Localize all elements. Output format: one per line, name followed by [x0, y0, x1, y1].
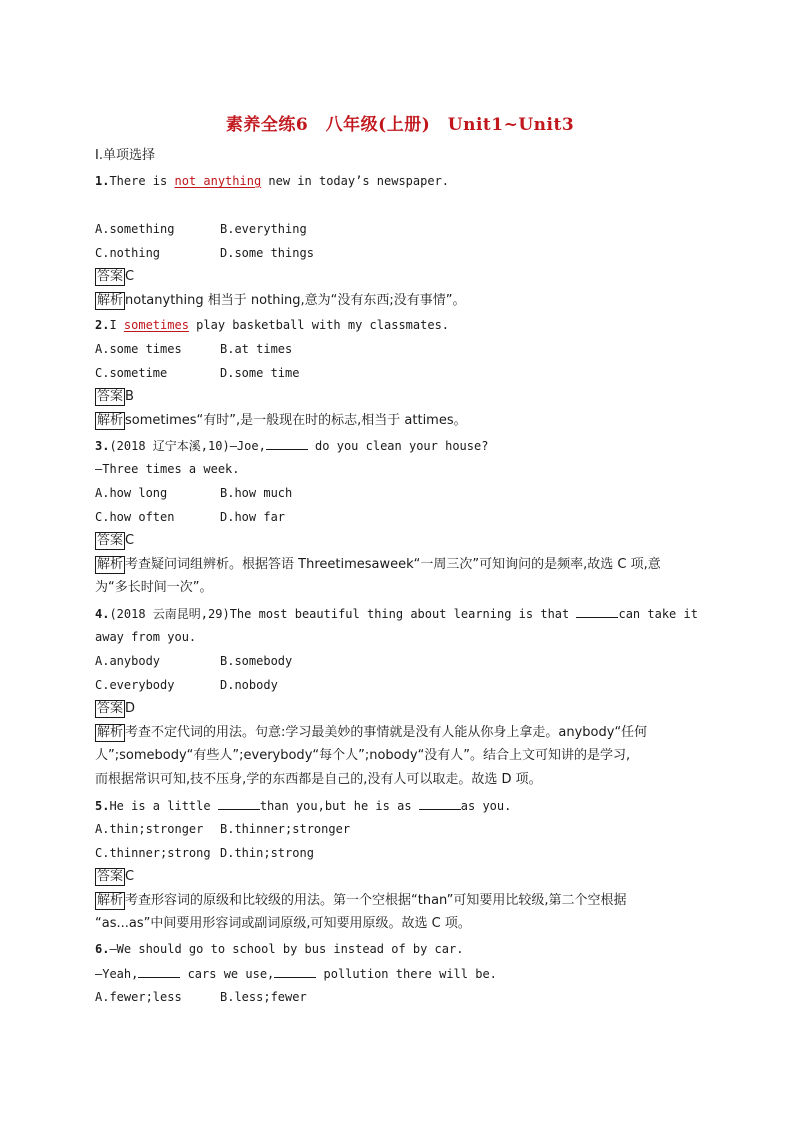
option-a: A.anybody [95, 654, 161, 668]
analysis-text: “as...as”中间要用形容词或副词原级,可知要用原级。故选 C 项。 [95, 916, 471, 931]
analysis-tag: 解析 [97, 413, 124, 428]
question-5 [95, 797, 511, 814]
question-text: —We should go to school by bus instead of by car. [109, 942, 464, 956]
option-a: A.fewer;less [95, 990, 182, 1004]
question-number: 2. [95, 318, 110, 332]
question-text: (2018 辽宁本溪,10)—Joe, [109, 439, 266, 453]
answer-tag: 答案 [97, 869, 124, 884]
question-text: do you clean your house? [307, 439, 489, 453]
options-row [95, 989, 307, 1005]
analysis-text: 而根据常识可知,技不压身,学的东西都是自己的,没有人可以取走。故选 D 项。 [95, 772, 542, 787]
options-row [95, 245, 314, 261]
options-row [95, 845, 314, 861]
option-c: C.sometime [95, 366, 168, 380]
question-2 [95, 317, 449, 333]
question-text: pollution there will be. [316, 967, 497, 981]
option-d: D.thin;strong [220, 846, 314, 860]
question-text: He is a little [109, 799, 218, 813]
answer-line [95, 868, 134, 886]
option-a: A.something [95, 222, 175, 236]
dialogue-reply [95, 965, 497, 982]
question-text: —Yeah, [95, 967, 139, 981]
question-text: (2018 云南昆明,29)The most beautiful thing about learning is that [109, 607, 577, 621]
analysis-text: 为“多长时间一次”。 [95, 580, 213, 595]
option-d: D.some time [220, 366, 300, 380]
analysis-tag: 解析 [97, 557, 124, 572]
analysis-text: sometimes“有时”,是一般现在时的标志,相当于 attimes。 [125, 413, 467, 428]
answer-line [95, 700, 135, 718]
question-6 [95, 941, 463, 957]
dialogue-reply: —Three times a week. [95, 462, 240, 476]
question-number: 1. [95, 174, 110, 188]
analysis-tag: 解析 [97, 893, 124, 908]
question-number: 5. [95, 799, 110, 813]
question-continuation: away from you. [95, 630, 197, 644]
question-4 [95, 605, 698, 622]
question-text: play basketball with my classmates. [188, 318, 450, 332]
options-row [95, 221, 307, 237]
options-row [95, 509, 285, 525]
options-row [95, 365, 299, 381]
answer-blank [266, 437, 308, 450]
analysis-line [95, 724, 647, 742]
analysis-line [95, 412, 467, 430]
question-1 [95, 173, 449, 189]
answer-value: B [125, 389, 134, 404]
options-row [95, 485, 292, 501]
question-text: as you. [460, 799, 512, 813]
option-d: D.how far [220, 510, 286, 524]
analysis-text: 考查疑问词组辨析。根据答语 Threetimesaweek“一周三次”可知询问的是频率,故选 C 项,意 [125, 557, 661, 572]
question-number: 4. [95, 607, 110, 621]
analysis-line [95, 892, 626, 910]
answer-blank [218, 797, 260, 810]
options-row [95, 821, 350, 837]
option-c: C.nothing [95, 246, 161, 260]
answer-line [95, 268, 134, 286]
question-number: 6. [95, 942, 110, 956]
answer-blank [138, 965, 180, 978]
answer-value: C [125, 533, 135, 548]
answer-tag: 答案 [97, 533, 124, 548]
option-b: B.thinner;stronger [220, 822, 351, 836]
answer-line [95, 532, 134, 550]
answer-tag: 答案 [97, 389, 124, 404]
options-row [95, 677, 278, 693]
option-d: D.some things [220, 246, 314, 260]
analysis-text: 考查不定代词的用法。句意:学习最美妙的事情就是没有人能从你身上拿走。anybody“任何 [125, 725, 648, 740]
answer-blank [419, 797, 461, 810]
option-c: C.everybody [95, 678, 175, 692]
answer-value: C [125, 869, 135, 884]
answer-blank [274, 965, 316, 978]
question-3 [95, 437, 488, 454]
analysis-text: 人”;somebody“有些人”;everybody“每个人”;nobody“没有人”。结合上文可知讲的是学习, [95, 748, 631, 763]
underlined-phrase: not anything [174, 174, 262, 188]
section-heading: Ⅰ.单项选择 [95, 148, 155, 163]
answer-line [95, 388, 134, 406]
option-d: D.nobody [220, 678, 278, 692]
underlined-phrase: sometimes [123, 318, 189, 332]
answer-value: C [125, 269, 135, 284]
analysis-text: 考查形容词的原级和比较级的用法。第一个空根据“than”可知要用比较级,第二个空根据 [125, 893, 627, 908]
answer-tag: 答案 [97, 269, 124, 284]
option-b: B.less;fewer [220, 990, 307, 1004]
option-a: A.some times [95, 342, 182, 356]
option-b: B.everything [220, 222, 307, 236]
answer-value: D [125, 701, 136, 716]
analysis-tag: 解析 [97, 725, 124, 740]
option-b: B.how much [220, 486, 293, 500]
option-c: C.how often [95, 510, 175, 524]
answer-blank [576, 605, 618, 618]
question-text: cars we use, [180, 967, 275, 981]
option-b: B.at times [220, 342, 293, 356]
question-text: can take it [618, 607, 698, 621]
question-text: than you,but he is as [259, 799, 419, 813]
page-title: 素养全练6 八年级(上册) Unit1~Unit3 [225, 115, 575, 135]
answer-tag: 答案 [97, 701, 124, 716]
question-text: There is [109, 174, 175, 188]
options-row [95, 341, 292, 357]
question-number: 3. [95, 439, 110, 453]
question-text: new in today’s newspaper. [261, 174, 450, 188]
option-b: B.somebody [220, 654, 293, 668]
option-a: A.how long [95, 486, 168, 500]
question-text: I [109, 318, 124, 332]
analysis-text: notanything 相当于 nothing,意为“没有东西;没有事情”。 [125, 293, 466, 308]
analysis-line [95, 292, 466, 310]
option-a: A.thin;stronger [95, 822, 204, 836]
analysis-tag: 解析 [97, 293, 124, 308]
options-row [95, 653, 292, 669]
analysis-line [95, 556, 661, 574]
option-c: C.thinner;strong [95, 846, 211, 860]
